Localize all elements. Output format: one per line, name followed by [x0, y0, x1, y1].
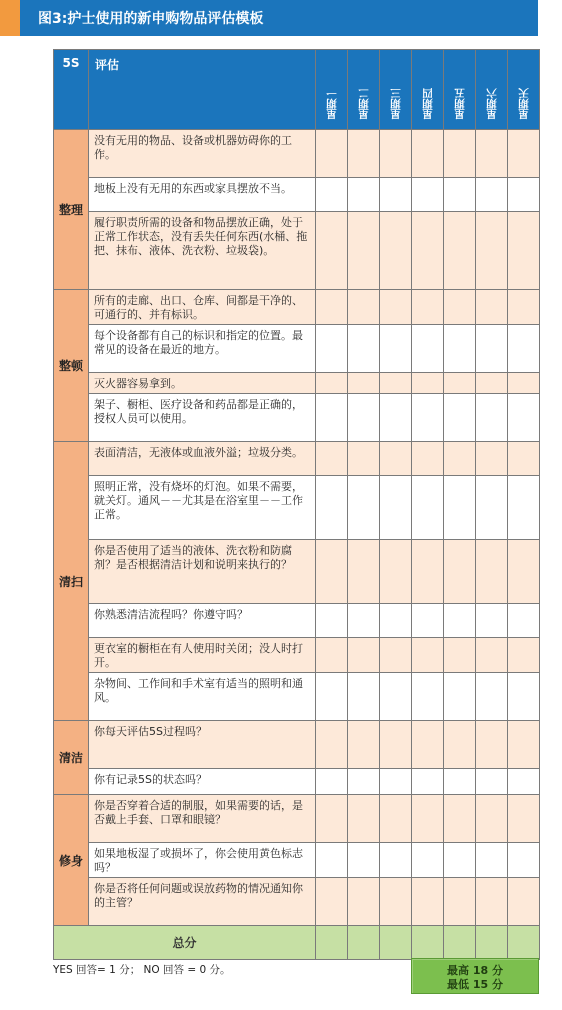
table-row — [54, 843, 540, 878]
day-check-cell[interactable] — [380, 373, 412, 394]
day-check-cell[interactable] — [412, 638, 444, 673]
table-row — [54, 769, 540, 795]
day-check-cell[interactable] — [444, 795, 476, 843]
category-cell: 整顿 — [54, 290, 89, 442]
day-check-cell[interactable] — [316, 540, 348, 604]
criterion-text: 更衣室的橱柜在有人使用时关闭；没人时打开。 — [89, 638, 316, 673]
day-check-cell[interactable] — [316, 604, 348, 638]
day-check-cell[interactable] — [348, 638, 380, 673]
day-check-cell[interactable] — [476, 795, 508, 843]
day-check-cell[interactable] — [316, 769, 348, 795]
criterion-text: 你是否使用了适当的液体、洗衣粉和防腐剂？是否根据清洁计划和说明来执行的？ — [89, 540, 316, 604]
day-check-cell[interactable] — [348, 442, 380, 476]
day-check-cell[interactable] — [476, 604, 508, 638]
criterion-text: 照明正常，没有烧坏的灯泡。如果不需要，就关灯。通风－－尤其是在浴室里－－工作正常。 — [89, 476, 316, 540]
table-row — [54, 673, 540, 721]
category-cell: 修身 — [54, 795, 89, 926]
day-check-cell[interactable] — [348, 325, 380, 373]
category-cell: 清洁 — [54, 721, 89, 795]
header-day-thu — [412, 50, 444, 130]
table-row — [54, 290, 540, 325]
table-row — [54, 638, 540, 673]
day-check-cell[interactable] — [476, 325, 508, 373]
total-cell — [508, 926, 540, 960]
day-check-cell[interactable] — [380, 638, 412, 673]
total-row — [54, 926, 540, 960]
day-check-cell[interactable] — [380, 769, 412, 795]
day-check-cell[interactable] — [412, 442, 444, 476]
day-check-cell[interactable] — [444, 130, 476, 178]
day-check-cell[interactable] — [316, 394, 348, 442]
header-day-sun — [508, 50, 540, 130]
day-check-cell[interactable] — [412, 878, 444, 926]
day-check-cell[interactable] — [508, 638, 540, 673]
day-check-cell[interactable] — [476, 212, 508, 290]
day-check-cell[interactable] — [508, 442, 540, 476]
criterion-text: 所有的走廊、出口、仓库、间都是干净的、可通行的、并有标识。 — [89, 290, 316, 325]
total-cell — [316, 926, 348, 960]
day-check-cell[interactable] — [316, 878, 348, 926]
day-check-cell[interactable] — [316, 442, 348, 476]
header-row — [54, 50, 540, 130]
day-check-cell[interactable] — [316, 673, 348, 721]
day-check-cell[interactable] — [380, 878, 412, 926]
day-check-cell[interactable] — [348, 878, 380, 926]
criterion-text: 每个设备都有自己的标识和指定的位置。最常见的设备在最近的地方。 — [89, 325, 316, 373]
day-check-cell[interactable] — [476, 638, 508, 673]
scoring-note: YES 回答= 1 分； NO 回答 = 0 分。 — [53, 964, 231, 976]
day-check-cell[interactable] — [380, 540, 412, 604]
table-row — [54, 721, 540, 769]
day-check-cell[interactable] — [316, 638, 348, 673]
table-row — [54, 212, 540, 290]
day-check-cell[interactable] — [476, 673, 508, 721]
day-check-cell[interactable] — [380, 394, 412, 442]
day-check-cell[interactable] — [380, 178, 412, 212]
day-check-cell[interactable] — [476, 769, 508, 795]
day-check-cell[interactable] — [476, 290, 508, 325]
day-check-cell[interactable] — [412, 721, 444, 769]
table-row — [54, 442, 540, 476]
header-day-wed — [380, 50, 412, 130]
day-check-cell[interactable] — [380, 290, 412, 325]
day-check-cell[interactable] — [508, 178, 540, 212]
day-check-cell[interactable] — [380, 721, 412, 769]
day-check-cell[interactable] — [444, 442, 476, 476]
day-check-cell[interactable] — [508, 769, 540, 795]
day-check-cell[interactable] — [316, 795, 348, 843]
total-cell — [412, 926, 444, 960]
day-check-cell[interactable] — [444, 843, 476, 878]
day-check-cell[interactable] — [444, 769, 476, 795]
day-check-cell[interactable] — [348, 540, 380, 604]
day-check-cell[interactable] — [444, 638, 476, 673]
day-check-cell[interactable] — [508, 878, 540, 926]
day-check-cell[interactable] — [316, 130, 348, 178]
day-check-cell[interactable] — [348, 604, 380, 638]
day-label: 星期四 — [422, 87, 434, 119]
day-check-cell[interactable] — [444, 540, 476, 604]
day-check-cell[interactable] — [476, 130, 508, 178]
day-check-cell[interactable] — [476, 373, 508, 394]
day-check-cell[interactable] — [444, 178, 476, 212]
day-check-cell[interactable] — [444, 721, 476, 769]
day-check-cell[interactable] — [412, 673, 444, 721]
table-row — [54, 795, 540, 843]
day-check-cell[interactable] — [508, 540, 540, 604]
accent-strip — [0, 0, 20, 36]
day-check-cell[interactable] — [380, 212, 412, 290]
day-check-cell[interactable] — [316, 373, 348, 394]
day-check-cell[interactable] — [412, 476, 444, 540]
day-check-cell[interactable] — [348, 373, 380, 394]
table-row — [54, 604, 540, 638]
day-check-cell[interactable] — [508, 212, 540, 290]
table-row — [54, 373, 540, 394]
criterion-text: 没有无用的物品、设备或机器妨碍你的工作。 — [89, 130, 316, 178]
criterion-text: 履行职责所需的设备和物品摆放正确，处于正常工作状态，没有丢失任何东西(水桶、拖把、抹布、液体、洗衣粉、垃圾袋)。 — [89, 212, 316, 290]
total-cell — [380, 926, 412, 960]
day-check-cell[interactable] — [348, 769, 380, 795]
day-check-cell[interactable] — [348, 290, 380, 325]
day-check-cell[interactable] — [316, 212, 348, 290]
day-check-cell[interactable] — [380, 442, 412, 476]
header-day-tue — [348, 50, 380, 130]
day-check-cell[interactable] — [380, 130, 412, 178]
day-check-cell[interactable] — [412, 843, 444, 878]
day-check-cell[interactable] — [380, 604, 412, 638]
day-check-cell[interactable] — [316, 843, 348, 878]
criterion-text: 你每天评估5S过程吗？ — [89, 721, 316, 769]
day-check-cell[interactable] — [476, 476, 508, 540]
day-check-cell[interactable] — [508, 130, 540, 178]
table-row — [54, 540, 540, 604]
day-check-cell[interactable] — [316, 476, 348, 540]
total-cell — [476, 926, 508, 960]
day-check-cell[interactable] — [444, 212, 476, 290]
day-check-cell[interactable] — [348, 212, 380, 290]
day-check-cell[interactable] — [444, 373, 476, 394]
day-check-cell[interactable] — [348, 843, 380, 878]
table-row — [54, 178, 540, 212]
day-check-cell[interactable] — [508, 290, 540, 325]
criterion-text: 表面清洁，无液体或血液外溢；垃圾分类。 — [89, 442, 316, 476]
day-label: 星期二 — [358, 87, 370, 119]
category-cell: 清扫 — [54, 442, 89, 721]
score-min: 最低 15 分 — [447, 978, 503, 991]
day-check-cell[interactable] — [444, 476, 476, 540]
category-cell: 整理 — [54, 130, 89, 290]
day-check-cell[interactable] — [412, 394, 444, 442]
day-label: 星期一 — [326, 87, 338, 119]
day-check-cell[interactable] — [316, 178, 348, 212]
day-check-cell[interactable] — [380, 325, 412, 373]
criterion-text: 你是否穿着合适的制服，如果需要的话，是否戴上手套、口罩和眼镜？ — [89, 795, 316, 843]
day-check-cell[interactable] — [348, 673, 380, 721]
day-check-cell[interactable] — [412, 212, 444, 290]
day-check-cell[interactable] — [444, 394, 476, 442]
day-label: 星期六 — [486, 87, 498, 119]
day-check-cell[interactable] — [316, 325, 348, 373]
criterion-text: 杂物间、工作间和手术室有适当的照明和通风。 — [89, 673, 316, 721]
day-check-cell[interactable] — [380, 795, 412, 843]
criterion-text: 如果地板湿了或损坏了，你会使用黄色标志吗？ — [89, 843, 316, 878]
score-max: 最高 18 分 — [447, 964, 503, 977]
day-label: 星期三 — [390, 87, 402, 119]
day-check-cell[interactable] — [508, 795, 540, 843]
day-check-cell[interactable] — [508, 325, 540, 373]
day-check-cell[interactable] — [316, 721, 348, 769]
header-day-mon — [316, 50, 348, 130]
day-check-cell[interactable] — [412, 795, 444, 843]
day-check-cell[interactable] — [348, 795, 380, 843]
day-check-cell[interactable] — [508, 476, 540, 540]
day-check-cell[interactable] — [476, 878, 508, 926]
day-check-cell[interactable] — [412, 769, 444, 795]
day-check-cell[interactable] — [412, 130, 444, 178]
score-range-box — [411, 958, 539, 994]
day-check-cell[interactable] — [380, 673, 412, 721]
day-check-cell[interactable] — [348, 178, 380, 212]
day-check-cell[interactable] — [476, 843, 508, 878]
day-check-cell[interactable] — [476, 442, 508, 476]
day-check-cell[interactable] — [348, 394, 380, 442]
day-check-cell[interactable] — [348, 476, 380, 540]
criterion-text: 地板上没有无用的东西或家具摆放不当。 — [89, 178, 316, 212]
day-check-cell[interactable] — [444, 290, 476, 325]
day-check-cell[interactable] — [444, 325, 476, 373]
header-day-fri — [444, 50, 476, 130]
day-check-cell[interactable] — [476, 394, 508, 442]
total-label: 总分 — [54, 926, 316, 960]
header-day-sat — [476, 50, 508, 130]
day-check-cell[interactable] — [508, 394, 540, 442]
day-check-cell[interactable] — [508, 721, 540, 769]
header-eval: 评估 — [89, 50, 316, 130]
table-row — [54, 325, 540, 373]
day-check-cell[interactable] — [476, 721, 508, 769]
day-check-cell[interactable] — [412, 604, 444, 638]
table-row — [54, 130, 540, 178]
criterion-text: 你是否将任何问题或误放药物的情况通知你的主管？ — [89, 878, 316, 926]
total-cell — [444, 926, 476, 960]
criterion-text: 灭火器容易拿到。 — [89, 373, 316, 394]
day-check-cell[interactable] — [476, 540, 508, 604]
table-row — [54, 394, 540, 442]
day-label: 星期五 — [454, 87, 466, 119]
day-check-cell[interactable] — [412, 325, 444, 373]
day-check-cell[interactable] — [444, 878, 476, 926]
evaluation-table — [53, 49, 540, 960]
table-row — [54, 878, 540, 926]
day-check-cell[interactable] — [412, 290, 444, 325]
page-title: 图3:护士使用的新申购物品评估模板 — [38, 11, 264, 27]
day-check-cell[interactable] — [380, 843, 412, 878]
criterion-text: 你熟悉清洁流程吗？你遵守吗？ — [89, 604, 316, 638]
criterion-text: 你有记录5S的状态吗？ — [89, 769, 316, 795]
total-cell — [348, 926, 380, 960]
day-label: 星期天 — [518, 87, 530, 119]
day-check-cell[interactable] — [476, 178, 508, 212]
day-check-cell[interactable] — [412, 540, 444, 604]
day-check-cell[interactable] — [348, 721, 380, 769]
table-row — [54, 476, 540, 540]
criterion-text: 架子、橱柜、医疗设备和药品都是正确的，授权人员可以使用。 — [89, 394, 316, 442]
day-check-cell[interactable] — [444, 604, 476, 638]
day-check-cell[interactable] — [508, 604, 540, 638]
day-check-cell[interactable] — [508, 373, 540, 394]
header-5s: 5S — [54, 50, 89, 130]
day-check-cell[interactable] — [508, 843, 540, 878]
day-check-cell[interactable] — [412, 178, 444, 212]
day-check-cell[interactable] — [316, 290, 348, 325]
day-check-cell[interactable] — [348, 130, 380, 178]
day-check-cell[interactable] — [380, 476, 412, 540]
day-check-cell[interactable] — [508, 673, 540, 721]
day-check-cell[interactable] — [412, 373, 444, 394]
day-check-cell[interactable] — [444, 673, 476, 721]
